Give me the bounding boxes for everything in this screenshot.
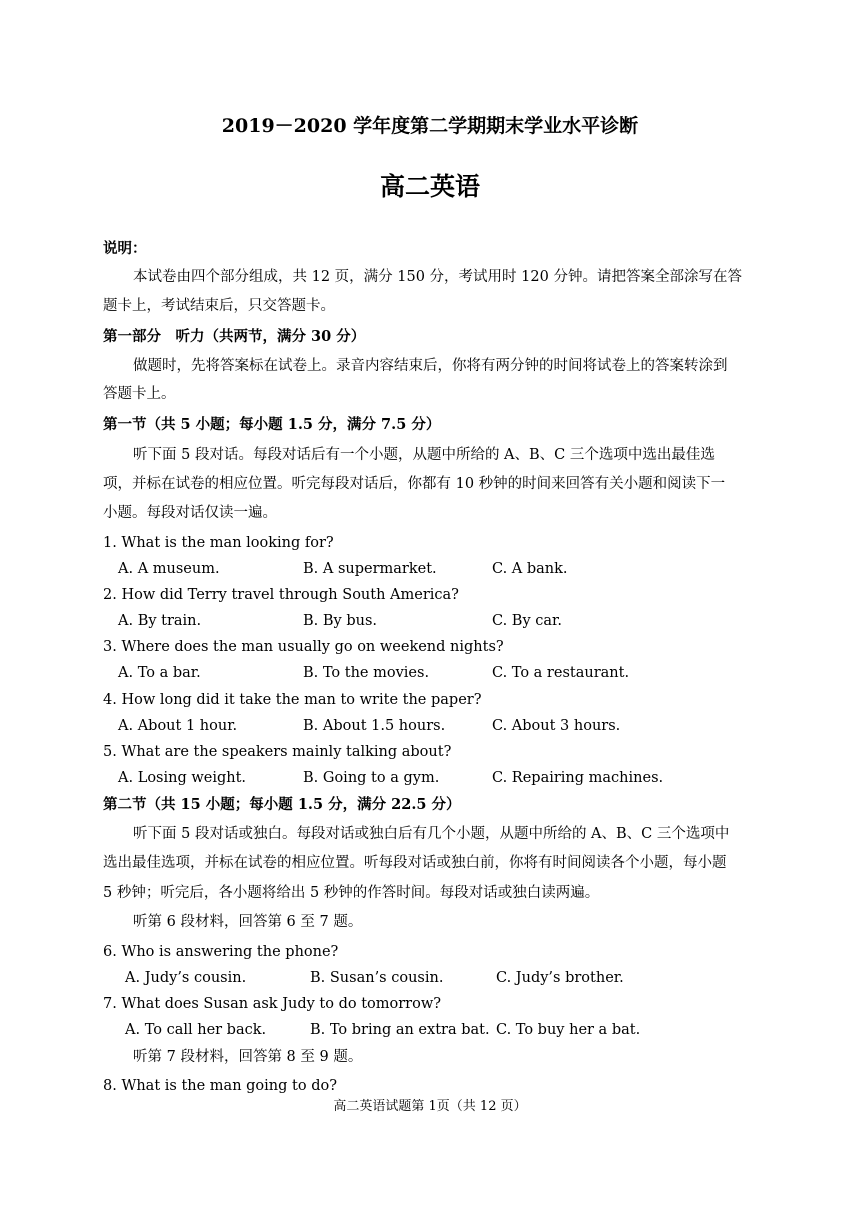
section2-line-3: 5 秒钟；听完后，各小题将给出 5 秒钟的作答时间。每段对话或独白读两遍。 — [103, 885, 600, 901]
part1-line-1: 做题时，先将答案标在试卷上。录音内容结束后，你将有两分钟的时间将试卷上的答案转涂到 — [133, 358, 728, 374]
question-4-option-a: A. About 1 hour. — [118, 718, 238, 734]
part1-heading: 第一部分 听力（共两节，满分 30 分） — [103, 328, 366, 345]
section1-line-3: 小题。每段对话仅读一遍。 — [103, 505, 277, 521]
question-6-option-c: C. Judy’s brother. — [496, 970, 624, 986]
question-1: 1. What is the man looking for? — [103, 535, 334, 551]
question-3-option-c: C. To a restaurant. — [492, 665, 630, 681]
question-7-option-a: A. To call her back. — [125, 1022, 267, 1038]
page-footer: 高二英语试题第 1页（共 12 页） — [333, 1099, 527, 1114]
question-2-option-c: C. By car. — [492, 613, 562, 629]
question-3-option-a: A. To a bar. — [118, 665, 201, 681]
part1-line-2: 答题卡上。 — [103, 386, 176, 402]
section2-line-2: 选出最佳选项，并标在试卷的相应位置。听每段对话或独白前，你将有时间阅读各个小题，每小题 — [103, 855, 727, 871]
question-5-option-a: A. Losing weight. — [118, 770, 247, 786]
section1-line-1: 听下面 5 段对话。每段对话后有一个小题，从题中所给的 A、B、C 三个选项中选出最佳选 — [133, 447, 715, 463]
question-7-option-c: C. To buy her a bat. — [496, 1022, 641, 1038]
question-5: 5. What are the speakers mainly talking about? — [103, 744, 452, 760]
instructions-heading: 说明： — [103, 240, 147, 257]
material-7-note: 听第 7 段材料，回答第 8 至 9 题。 — [133, 1049, 363, 1065]
question-4-option-c: C. About 3 hours. — [492, 718, 621, 734]
question-1-option-c: C. A bank. — [492, 561, 568, 577]
question-3: 3. Where does the man usually go on weekend nights? — [103, 639, 504, 655]
instructions-line-2: 题卡上，考试结束后，只交答题卡。 — [103, 298, 335, 314]
question-3-option-b: B. To the movies. — [303, 665, 430, 681]
question-7: 7. What does Susan ask Judy to do tomorrow? — [103, 996, 442, 1012]
section1-line-2: 项，并标在试卷的相应位置。听完每段对话后，你都有 10 秒钟的时间来回答有关小题和阅读下一 — [103, 476, 726, 492]
question-6-option-a: A. Judy’s cousin. — [125, 970, 247, 986]
question-6-option-b: B. Susan’s cousin. — [310, 970, 444, 986]
instructions-line-1: 本试卷由四个部分组成，共 12 页，满分 150 分，考试用时 120 分钟。请把答案全部涂写在答 — [133, 269, 742, 285]
section2-line-1: 听下面 5 段对话或独白。每段对话或独白后有几个小题，从题中所给的 A、B、C 三个选项中 — [133, 826, 730, 842]
question-1-option-a: A. A museum. — [118, 561, 220, 577]
question-2: 2. How did Terry travel through South America? — [103, 587, 459, 603]
question-7-option-b: B. To bring an extra bat. — [310, 1022, 490, 1038]
section1-heading: 第一节（共 5 小题；每小题 1.5 分，满分 7.5 分） — [103, 416, 441, 433]
question-2-option-a: A. By train. — [118, 613, 202, 629]
question-4: 4. How long did it take the man to write the paper? — [103, 692, 482, 708]
question-6: 6. Who is answering the phone? — [103, 944, 339, 960]
question-2-option-b: B. By bus. — [303, 613, 378, 629]
exam-subject-title: 高二英语 — [379, 172, 480, 201]
question-4-option-b: B. About 1.5 hours. — [303, 718, 446, 734]
exam-title: 2019－2020 学年度第二学期期末学业水平诊断 — [221, 115, 639, 137]
question-5-option-c: C. Repairing machines. — [492, 770, 664, 786]
question-5-option-b: B. Going to a gym. — [303, 770, 440, 786]
question-8: 8. What is the man going to do? — [103, 1078, 337, 1094]
material-6-note: 听第 6 段材料，回答第 6 至 7 题。 — [133, 914, 363, 930]
section2-heading: 第二节（共 15 小题；每小题 1.5 分，满分 22.5 分） — [103, 796, 461, 813]
question-1-option-b: B. A supermarket. — [303, 561, 437, 577]
